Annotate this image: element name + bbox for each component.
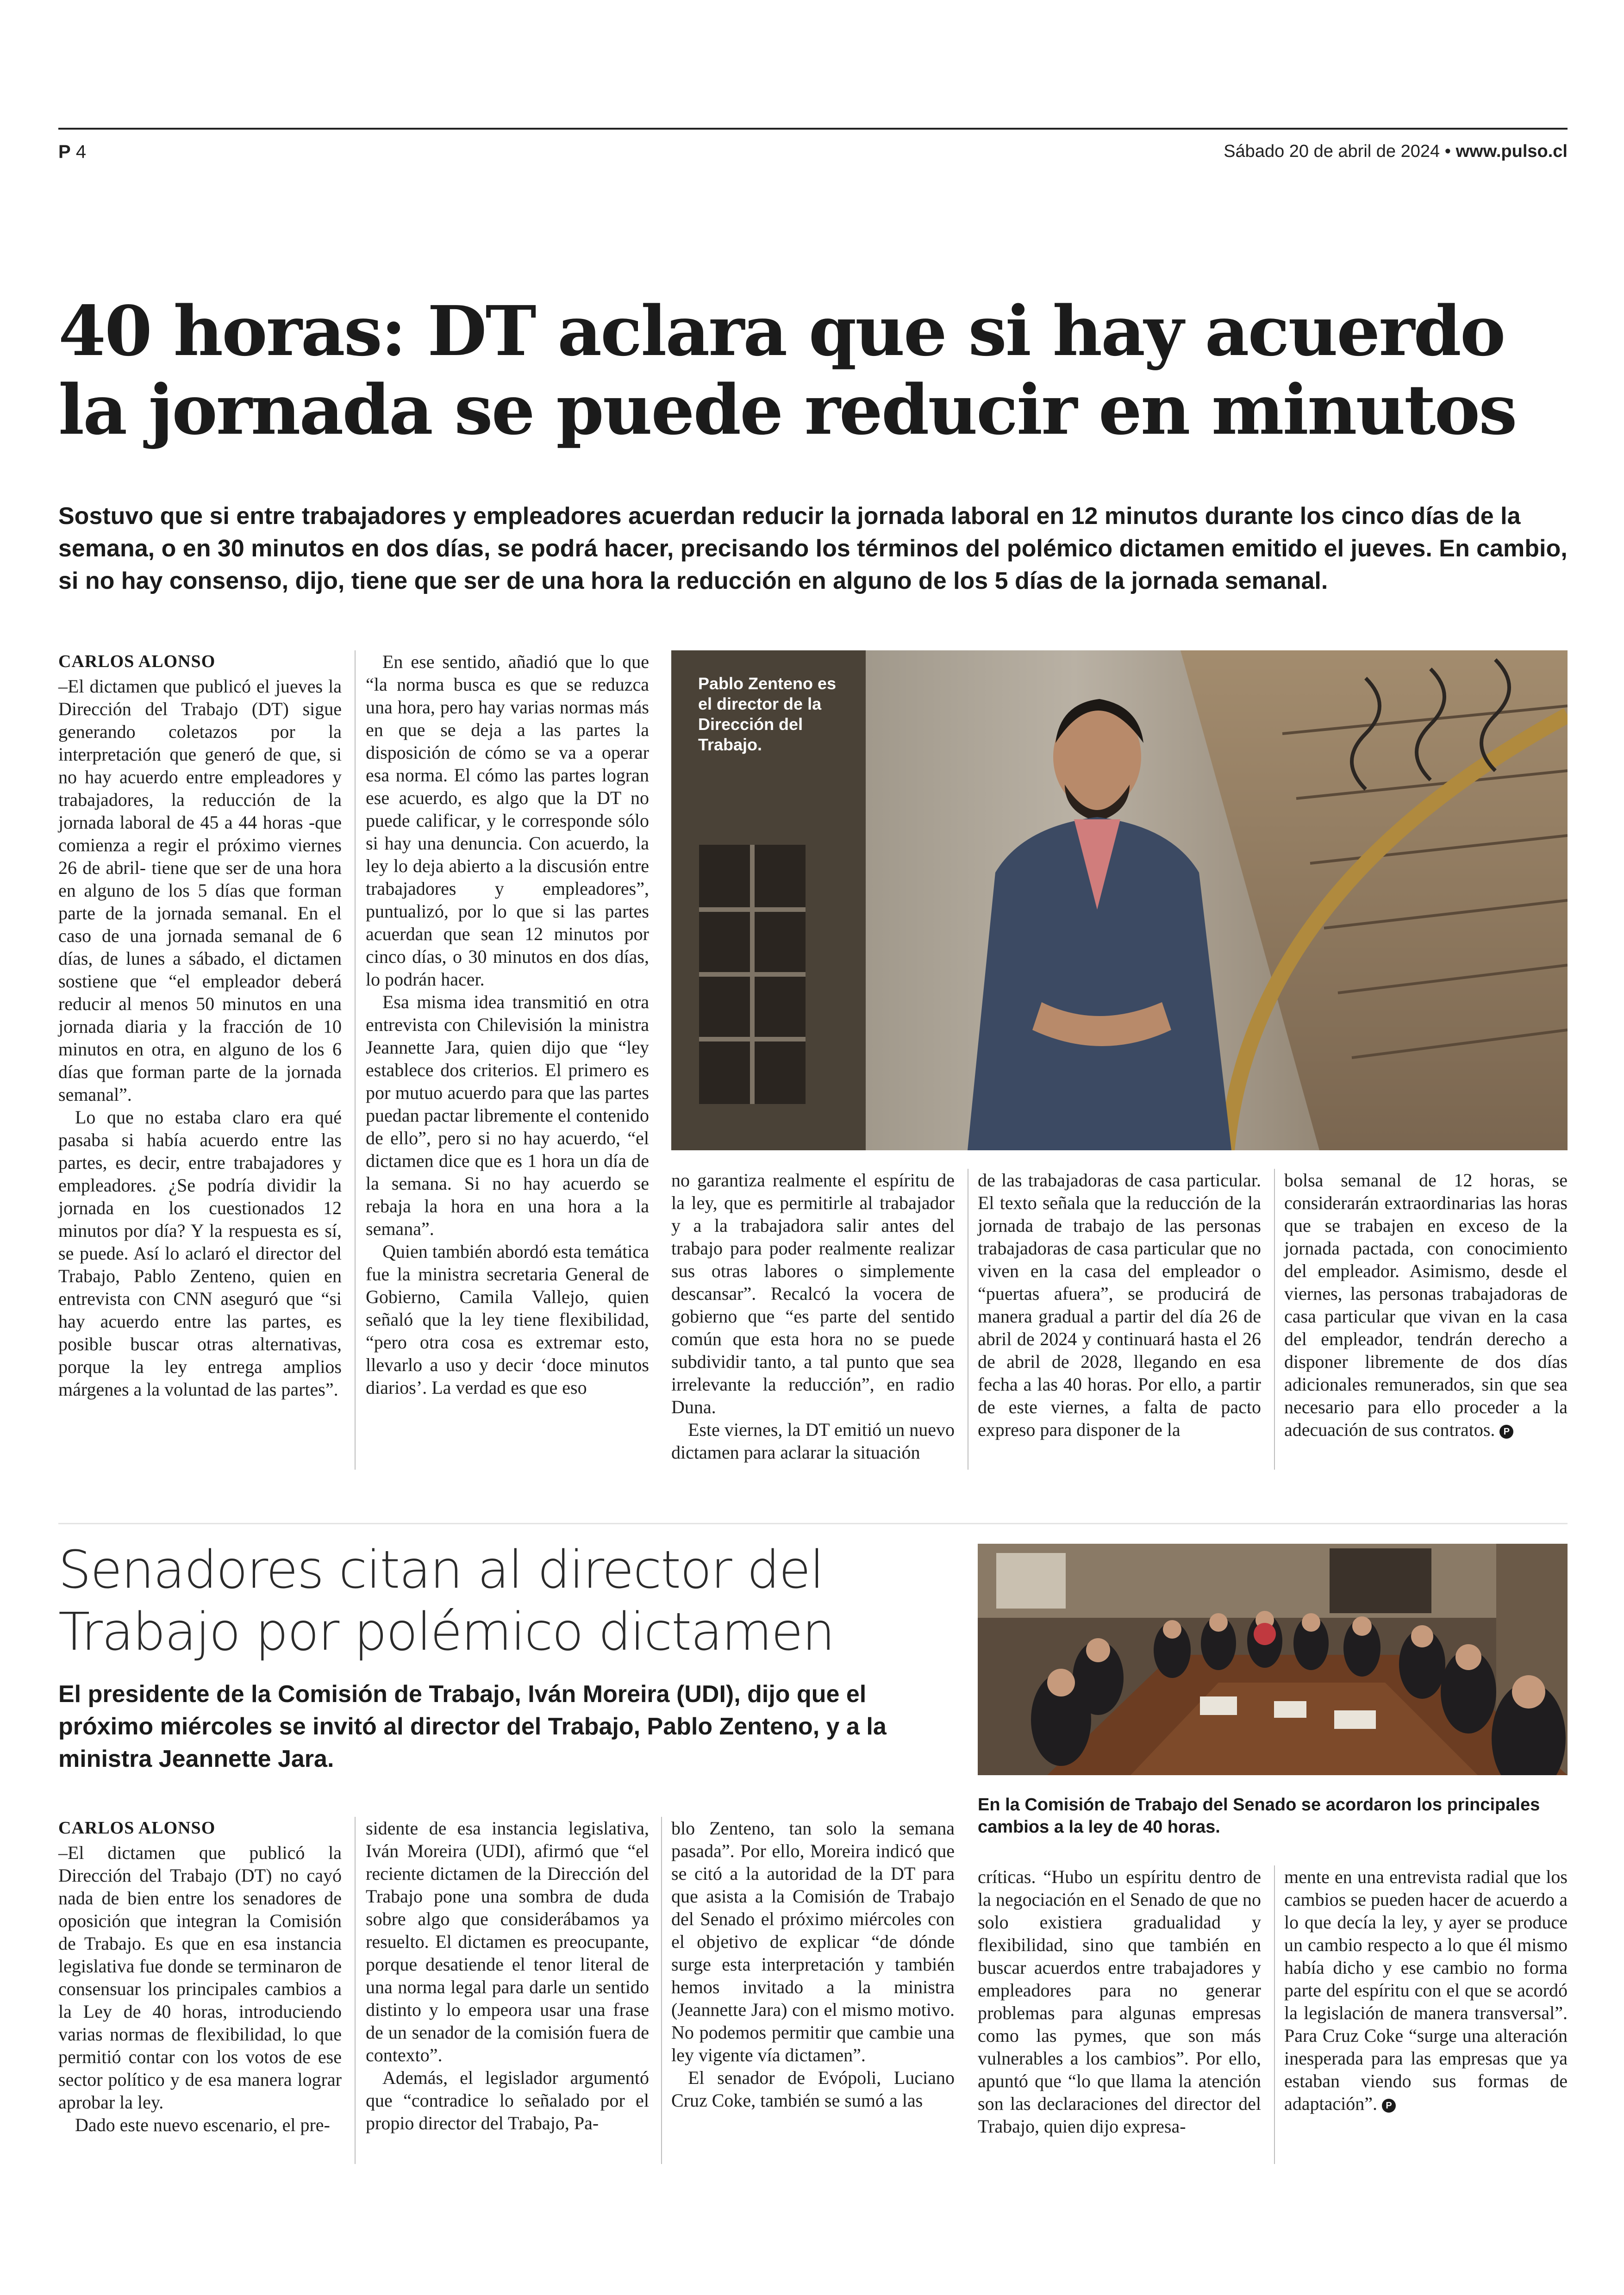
paragraph: bolsa semanal de 12 horas, se considerarán extraordinarias las horas que se trabajen en exceso de la jornada pactada, con conocimiento del empleador. Asimismo, desde el viernes, las personas trabajadoras de casa particular que vivan en la casa del empleador, tendrán derecho a disponer libremente de dos días adicionales remunerados, sin que sea necesario para ello proceder a la adecuación de sus contratos. P [1284,1170,1568,1440]
secondary-lead: El presidente de la Comisión de Trabajo, Iván Moreira (UDI), dijo que el próximo miércoles se invitó al director del Trabajo, Pablo Zenteno, y a la ministra Jeannette Jara. [58,1681,887,1772]
byline: CARLOS ALONSO [58,1818,216,1838]
column-rule [355,650,356,1470]
paragraph: no garantiza realmente el espíritu de la ley, que es permitirle al trabajador y a la trabajadora salir antes del trabajo para poder realmente realizar sus otras labores o simplemente descansar”. Recalcó la vocera de gobierno que “es parte del sentido común que esta hora no se puede subdividir tanto, a tal punto que sea irrelevante la reducción”, en radio Duna. [671,1170,955,1417]
column-rule [1274,1865,1275,2164]
page-number: P 4 [58,142,87,162]
story1-column-3 [671,1169,955,1464]
paragraph: Además, el legislador argumentó que “contradice lo señalado por el propio director del Trabajo, Pa- [366,2067,649,2133]
main-lead: Sostuvo que si entre trabajadores y empleadores acuerdan reducir la jornada laboral en 12 minutos durante los cinco días de la semana, o en 30 minutos en dos días, se podrá hacer, precisando los términos del polémico dictamen emitido el jueves. En cambio, si no hay consenso, dijo, tiene que ser de una hora la reducción en alguno de los 5 días de la jornada semanal. [58,503,1568,594]
paragraph: de las trabajadoras de casa particular. El texto señala que la reducción de la jornada de trabajo de las personas trabajadoras de casa particular que no viven en la casa del empleador o “puertas afuera”, se producirá de manera gradual a partir del día 26 de abril de 2024 y continuará hasta el 26 de abril de 2028, llegando en esa fecha a las 40 horas. Por ello, a partir de este viernes, a falta de pacto expreso para disponer de la [978,1170,1261,1440]
paragraph: Dado este nuevo escenario, el pre- [75,2114,330,2135]
top-rule [58,128,1568,130]
paragraph: Este viernes, la DT emitió un nuevo dictamen para aclarar la situación [671,1419,955,1463]
column-rule [661,1817,662,2164]
story2-column-5 [1284,1865,1568,2115]
column-rule [1274,1169,1275,1470]
paragraph: críticas. “Hubo un espíritu dentro de la negociación en el Senado de que no solo existiera gradualidad y flexibilidad, sino que también en buscar acuerdos entre trabajadores y empleadores para no generar problemas para algunas empresas como las pymes, que son más vulnerables a los cambios”. Por ello, apuntó que “lo que llama la atención son las declaraciones del director del Trabajo, quien dijo expresa- [978,1866,1261,2137]
secondary-headline: Senadores citan al director del Trabajo por polémico dictamen [58,1540,834,1662]
paragraph: Quien también abordó esta temática fue la ministra secretaria General de Gobierno, Camila Vallejo, quien señaló que la ley tiene flexibilidad, “pero otra cosa es extremar esto, llevarlo a uso y decir ‘doce minutos diarios’. La verdad es que eso [366,1241,649,1398]
senate-photo-illustration [978,1544,1568,1775]
senate-commission-photo [978,1544,1568,1775]
paragraph: El senador de Evópoli, Luciano Cruz Coke, también se sumó a las [671,2067,955,2111]
section-divider [58,1523,1568,1524]
folio: Sábado 20 de abril de 2024 • www.pulso.cl [1224,142,1568,161]
story2-column-2 [366,1817,649,2134]
story1-column-5 [1284,1169,1568,1441]
end-mark-icon: P [1382,2099,1396,2113]
story2-column-4 [978,1865,1261,2138]
main-headline: 40 horas: DT aclara que si hay acuerdo la jornada se puede reducir en minutos [58,291,1516,450]
end-mark-icon: P [1499,1425,1513,1439]
paragraph: –El dictamen que publicó el jueves la Dirección del Trabajo (DT) sigue generando coletazos por la interpretación que generó de que, si no hay acuerdo entre empleadores y trabajadores, la reducción de la jornada laboral de 45 a 44 horas -que comienza a regir el próximo viernes 26 de abril- tiene que ser de una hora en alguno de los 5 días que forman parte de la jornada semanal. En el caso de una jornada semanal de 6 días, de lunes a sábado, el dictamen sostiene que “el empleador deberá reducir al menos 50 minutos en una jornada diaria y la fracción de 10 minutos en otra, en alguno de los 6 días que forman parte de la jornada semanal”. [58,676,342,1105]
paragraph: sidente de esa instancia legislativa, Iván Moreira (UDI), afirmó que “el reciente dictamen de la Dirección del Trabajo pone una sombra de duda sobre algo que considerábamos ya resuelto. El dictamen es preocupante, porque desatiende el tenor literal de una norma legal para darle un sentido distinto y lo empeora usar una frase de un senador de la comisión fuera de contexto”. [366,1818,649,2065]
story2-column-3 [671,1817,955,2112]
issue-date: Sábado 20 de abril de 2024 [1224,142,1440,161]
paragraph: Lo que no estaba claro era qué pasaba si había acuerdo entre las partes, es decir, entre trabajadores y empleadores. ¿Se podría dividir la jornada en los cuestionados 12 minutos por día? Y la respuesta es sí, se puede. Así lo aclaró el director del Trabajo, Pablo Zenteno, quien en entrevista con CNN aseguró que “si hay acuerdo entre las partes, es posible buscar otras alternativas, porque la ley entrega amplios márgenes a la voluntad de las partes”. [58,1107,342,1400]
story1-column-1 [58,650,342,1401]
photo-caption: Pablo Zenteno es el director de la Dirección del Trabajo. [698,674,837,754]
byline: CARLOS ALONSO [58,652,216,671]
story1-column-2 [366,650,649,1399]
site-url[interactable]: www.pulso.cl [1455,142,1568,161]
paragraph: En ese sentido, añadió que lo que “la norma busca es que se reduzca una hora, pero hay varias normas más en que se deja a las partes la disposición de cómo se va a operar esa norma. El cómo las partes logran ese acuerdo, es algo que la DT no puede calificar, y le corresponde sólo si hay una denuncia. Con acuerdo, la ley lo deja abierto a la discusión entre trabajadores y empleadores”, puntualizó, por lo que si las partes acuerdan que sean 12 minutos por cinco días, o 30 minutos en dos días, lo podrán hacer. [366,651,649,990]
paragraph: blo Zenteno, tan solo la semana pasada”. Por ello, Moreira indicó que se citó a la autoridad de la DT para que asista a la Comisión de Trabajo del Senado el próximo miércoles con el objetivo de explicar “de dónde surge esta interpretación y también hemos invitado a la ministra (Jeannette Jara) con el mismo motivo. No podemos permitir que cambie una ley vigente vía dictamen”. [671,1818,955,2065]
photo-caption: En la Comisión de Trabajo del Senado se acordaron los principales cambios a la ley de 40 horas. [978,1795,1540,1837]
story2-column-1 [58,1817,342,2136]
column-rule [355,1817,356,2164]
paragraph: –El dictamen que publicó la Dirección del Trabajo (DT) no cayó nada de bien entre los senadores de oposición que integran la Comisión de Trabajo. Es que en esa instancia legislativa fue donde se terminaron de consensuar los principales cambios a la Ley de 40 horas, introduciendo varias normas de flexibilidad, lo que permitió contar con los votos de ese sector político y de esa manera lograr aprobar la ley. [58,1842,342,2113]
paragraph: mente en una entrevista radial que los cambios se pueden hacer de acuerdo a lo que decía la ley, y ayer se produce un cambio respecto a lo que él mismo había dicho y ese cambio no forma parte del espíritu con el que se acordó la legislación de manera transversal”. Para Cruz Coke “surge una alteración inesperada para las empresas que ya estaban viendo sus formas de adaptación”. P [1284,1866,1568,2114]
paragraph: Esa misma idea transmitió en otra entrevista con Chilevisión la ministra Jeannette Jara, quien dijo que “ley establece dos criterios. El primero es por mutuo acuerdo para que las partes puedan pactar libremente el contenido de ello”, pero si no hay acuerdo, “el dictamen dice que es 1 hora un día de la semana. Si no hay acuerdo se rebaja la hora en una hora a la semana”. [366,992,649,1239]
story1-column-4 [978,1169,1261,1441]
